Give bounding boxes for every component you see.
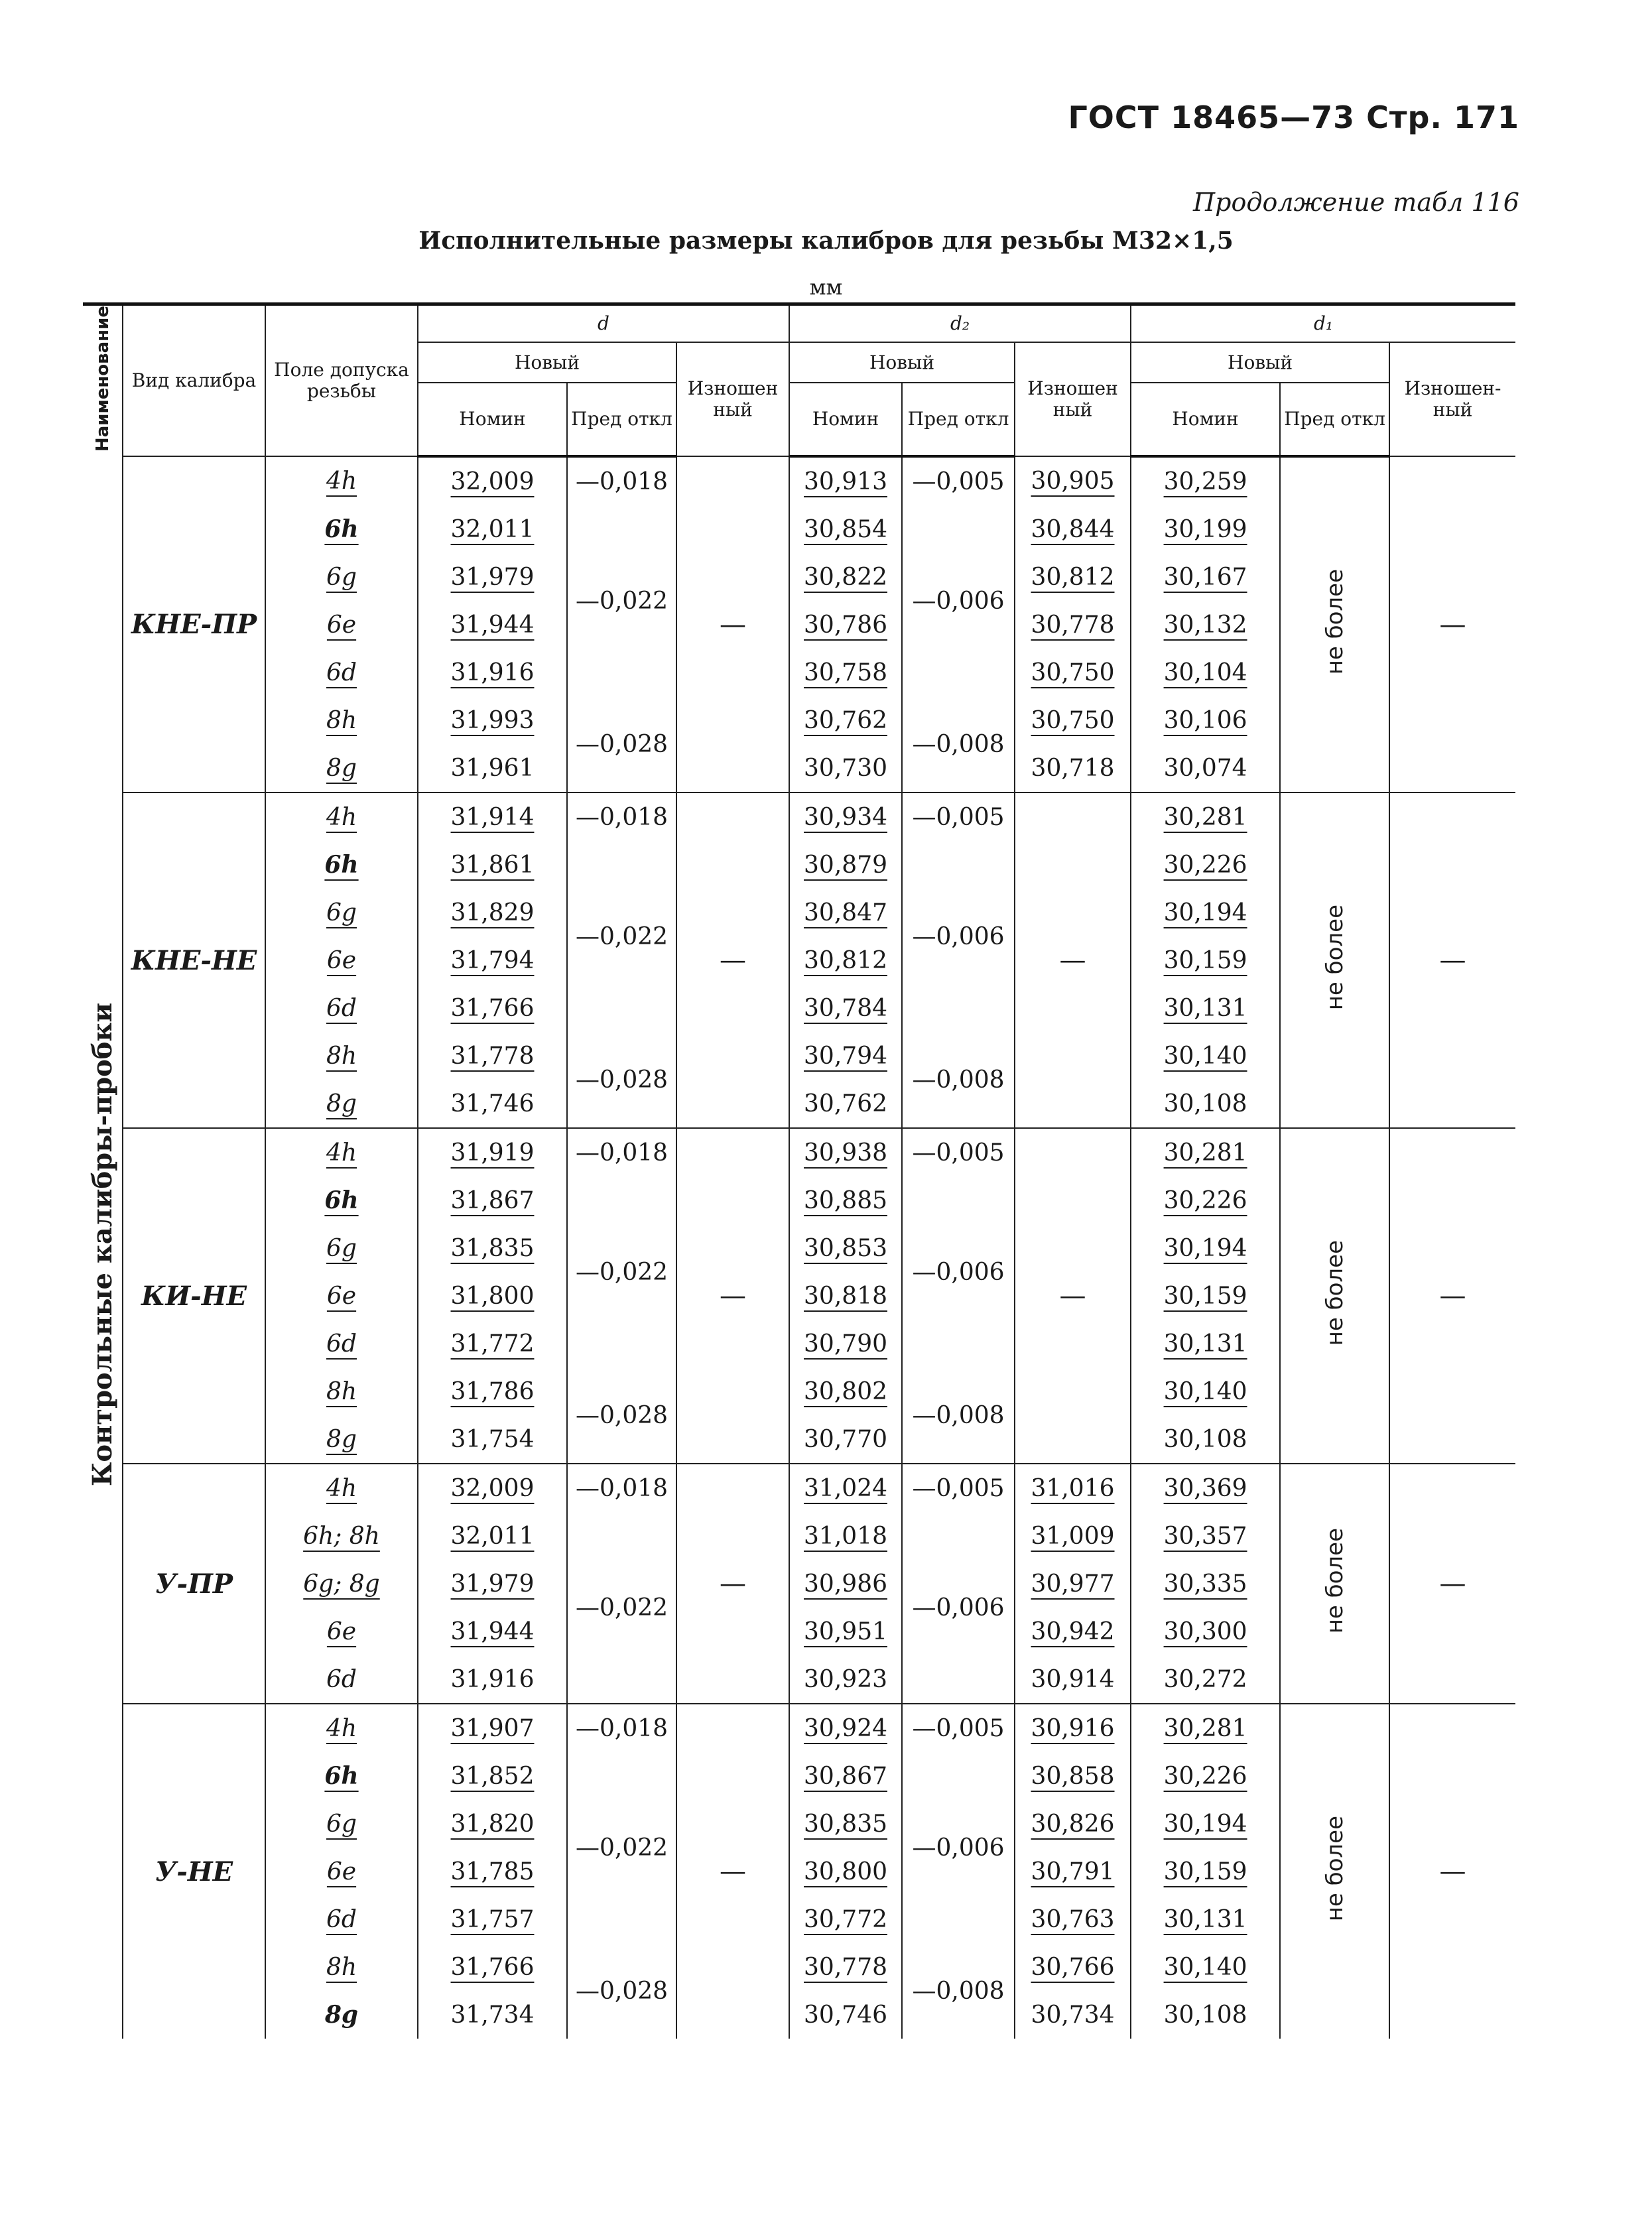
d-deviation: —0,018 bbox=[567, 456, 676, 505]
d-nominal: 32,009 bbox=[418, 1464, 567, 1512]
d1-nominal: 30,281 bbox=[1131, 1704, 1280, 1752]
d1-worn: — bbox=[1389, 793, 1515, 1128]
page-number: Стр. 171 bbox=[1366, 99, 1519, 135]
not-more-label: не более bbox=[1321, 568, 1348, 675]
tolerance-field: 8g bbox=[265, 1080, 418, 1128]
tolerance-field: 6d bbox=[265, 1655, 418, 1704]
gauge-kind: У-ПР bbox=[123, 1464, 265, 1704]
d2-worn: 30,942 bbox=[1015, 1608, 1131, 1655]
tolerance-field: 6d bbox=[265, 649, 418, 696]
d-nominal: 31,919 bbox=[418, 1128, 567, 1176]
d2-deviation: —0,008 bbox=[902, 1367, 1015, 1464]
d2-worn: — bbox=[1015, 793, 1131, 1128]
d-deviation: —0,028 bbox=[567, 1943, 676, 2039]
tolerance-field: 6d bbox=[265, 1320, 418, 1367]
d2-deviation: —0,005 bbox=[902, 1128, 1015, 1176]
tolerance-field: 8h bbox=[265, 1367, 418, 1415]
header-d2-nominal: Номин bbox=[789, 383, 902, 456]
d1-nominal: 30,131 bbox=[1131, 1320, 1280, 1367]
table-row bbox=[83, 1704, 1515, 1752]
tolerance-field: 8h bbox=[265, 1032, 418, 1080]
header-d1: d₁ bbox=[1131, 304, 1515, 343]
tolerance-field: 8g bbox=[265, 1991, 418, 2039]
d-nominal: 31,907 bbox=[418, 1704, 567, 1752]
d-nominal: 31,785 bbox=[418, 1848, 567, 1895]
side-label: Контрольные калибры-пробки bbox=[87, 1003, 118, 1487]
tolerance-field: 8h bbox=[265, 696, 418, 744]
header-d1-worn: Изношен- ный bbox=[1389, 342, 1515, 456]
tolerance-field: 6h bbox=[265, 1176, 418, 1224]
d2-deviation: —0,006 bbox=[902, 841, 1015, 1032]
d-deviation: —0,018 bbox=[567, 1704, 676, 1752]
d2-worn: — bbox=[1015, 1128, 1131, 1464]
d2-nominal: 30,867 bbox=[789, 1752, 902, 1800]
d2-nominal: 30,758 bbox=[789, 649, 902, 696]
tolerance-field: 4h bbox=[265, 1128, 418, 1176]
tolerance-field: 6h; 8h bbox=[265, 1512, 418, 1560]
side-label-cell bbox=[83, 456, 123, 2039]
d1-nominal: 30,108 bbox=[1131, 1991, 1280, 2039]
gauge-kind: КНЕ-ПР bbox=[123, 456, 265, 793]
d-nominal: 31,786 bbox=[418, 1367, 567, 1415]
d1-nominal: 30,281 bbox=[1131, 1128, 1280, 1176]
d1-deviation-cell bbox=[1280, 456, 1389, 793]
d1-nominal: 30,104 bbox=[1131, 649, 1280, 696]
d-nominal: 31,766 bbox=[418, 984, 567, 1032]
d2-worn: 30,844 bbox=[1015, 505, 1131, 553]
d2-nominal: 30,784 bbox=[789, 984, 902, 1032]
d-deviation: —0,028 bbox=[567, 1032, 676, 1128]
d2-nominal: 30,986 bbox=[789, 1560, 902, 1608]
d2-nominal: 30,924 bbox=[789, 1704, 902, 1752]
tolerance-field: 6g bbox=[265, 889, 418, 936]
tolerance-field: 6e bbox=[265, 936, 418, 984]
d-nominal: 31,829 bbox=[418, 889, 567, 936]
d-nominal: 31,861 bbox=[418, 841, 567, 889]
tolerance-field: 6g bbox=[265, 1800, 418, 1848]
d-nominal: 31,778 bbox=[418, 1032, 567, 1080]
d2-nominal: 30,951 bbox=[789, 1608, 902, 1655]
header-d2-worn: Изношен ный bbox=[1015, 342, 1131, 456]
d2-worn: 30,858 bbox=[1015, 1752, 1131, 1800]
d2-worn: 30,763 bbox=[1015, 1895, 1131, 1943]
d1-nominal: 30,159 bbox=[1131, 1272, 1280, 1320]
d2-nominal: 31,024 bbox=[789, 1464, 902, 1512]
d2-worn: 30,812 bbox=[1015, 553, 1131, 601]
d2-nominal: 30,800 bbox=[789, 1848, 902, 1895]
d-nominal: 31,835 bbox=[418, 1224, 567, 1272]
d1-nominal: 30,108 bbox=[1131, 1080, 1280, 1128]
gauge-kind: КИ-НЕ bbox=[123, 1128, 265, 1464]
d2-nominal: 30,802 bbox=[789, 1367, 902, 1415]
d-nominal: 31,993 bbox=[418, 696, 567, 744]
d-nominal: 32,011 bbox=[418, 1512, 567, 1560]
d2-nominal: 30,772 bbox=[789, 1895, 902, 1943]
table-header bbox=[83, 304, 1515, 457]
d2-nominal: 30,853 bbox=[789, 1224, 902, 1272]
d-nominal: 31,961 bbox=[418, 744, 567, 793]
tolerance-field: 8g bbox=[265, 1415, 418, 1464]
d2-worn: 30,905 bbox=[1015, 456, 1131, 505]
d-nominal: 31,867 bbox=[418, 1176, 567, 1224]
d2-deviation: —0,005 bbox=[902, 793, 1015, 841]
d-deviation: —0,022 bbox=[567, 1752, 676, 1943]
tolerance-field: 4h bbox=[265, 1464, 418, 1512]
d-nominal: 31,794 bbox=[418, 936, 567, 984]
d2-deviation: —0,005 bbox=[902, 1464, 1015, 1512]
d1-nominal: 30,132 bbox=[1131, 601, 1280, 649]
d1-nominal: 30,140 bbox=[1131, 1367, 1280, 1415]
tolerance-field: 6e bbox=[265, 601, 418, 649]
gauge-kind: КНЕ-НЕ bbox=[123, 793, 265, 1128]
d1-nominal: 30,159 bbox=[1131, 936, 1280, 984]
d1-nominal: 30,300 bbox=[1131, 1608, 1280, 1655]
d2-nominal: 30,762 bbox=[789, 696, 902, 744]
d-deviation: —0,022 bbox=[567, 841, 676, 1032]
not-more-label: не более bbox=[1321, 904, 1348, 1011]
not-more-label: не более bbox=[1321, 1527, 1348, 1634]
d2-nominal: 30,730 bbox=[789, 744, 902, 793]
unit-label: мм bbox=[809, 275, 843, 300]
tolerance-field: 6e bbox=[265, 1272, 418, 1320]
d2-worn: 30,916 bbox=[1015, 1704, 1131, 1752]
tolerance-field: 6g bbox=[265, 553, 418, 601]
header-d-worn: Изношен ный bbox=[676, 342, 789, 456]
tolerance-field: 4h bbox=[265, 793, 418, 841]
header-name: Наименование bbox=[83, 304, 123, 457]
d2-deviation: —0,008 bbox=[902, 696, 1015, 793]
header-d-deviation: Пред откл bbox=[567, 383, 676, 456]
page-header bbox=[1068, 99, 1520, 135]
d2-worn: 30,914 bbox=[1015, 1655, 1131, 1704]
d2-deviation: —0,006 bbox=[902, 1752, 1015, 1943]
d2-worn: 30,718 bbox=[1015, 744, 1131, 793]
d2-deviation: —0,006 bbox=[902, 505, 1015, 696]
d1-nominal: 30,074 bbox=[1131, 744, 1280, 793]
d-deviation: —0,028 bbox=[567, 696, 676, 793]
d2-nominal: 30,794 bbox=[789, 1032, 902, 1080]
d2-nominal: 30,934 bbox=[789, 793, 902, 841]
d1-nominal: 30,335 bbox=[1131, 1560, 1280, 1608]
d-worn: — bbox=[676, 1128, 789, 1464]
d-nominal: 31,772 bbox=[418, 1320, 567, 1367]
d1-nominal: 30,226 bbox=[1131, 1176, 1280, 1224]
d-nominal: 31,820 bbox=[418, 1800, 567, 1848]
d-worn: — bbox=[676, 1704, 789, 2039]
d1-nominal: 30,281 bbox=[1131, 793, 1280, 841]
d2-worn: 31,009 bbox=[1015, 1512, 1131, 1560]
d1-nominal: 30,226 bbox=[1131, 1752, 1280, 1800]
d-deviation: —0,018 bbox=[567, 793, 676, 841]
d2-worn: 30,778 bbox=[1015, 601, 1131, 649]
d2-nominal: 30,847 bbox=[789, 889, 902, 936]
d1-nominal: 30,226 bbox=[1131, 841, 1280, 889]
header-d2-deviation: Пред откл bbox=[902, 383, 1015, 456]
d1-nominal: 30,199 bbox=[1131, 505, 1280, 553]
header-tolerance-field: Поле допуска резьбы bbox=[265, 304, 418, 457]
table-row bbox=[83, 793, 1515, 841]
d2-deviation: —0,005 bbox=[902, 1704, 1015, 1752]
d1-nominal: 30,140 bbox=[1131, 1032, 1280, 1080]
d2-nominal: 30,778 bbox=[789, 1943, 902, 1991]
d2-nominal: 30,790 bbox=[789, 1320, 902, 1367]
d2-nominal: 30,822 bbox=[789, 553, 902, 601]
d1-deviation-cell bbox=[1280, 793, 1389, 1128]
table-row bbox=[83, 456, 1515, 505]
d1-worn: — bbox=[1389, 456, 1515, 793]
d-nominal: 31,746 bbox=[418, 1080, 567, 1128]
d2-worn: 30,734 bbox=[1015, 1991, 1131, 2039]
tolerance-field: 8h bbox=[265, 1943, 418, 1991]
d-deviation: —0,022 bbox=[567, 505, 676, 696]
table-title: Исполнительные размеры калибров для резьбы M32×1,5 bbox=[418, 227, 1234, 255]
tolerance-field: 8g bbox=[265, 744, 418, 793]
d1-nominal: 30,106 bbox=[1131, 696, 1280, 744]
d2-worn: 30,750 bbox=[1015, 649, 1131, 696]
header-d2: d₂ bbox=[789, 304, 1131, 343]
d1-deviation-cell bbox=[1280, 1464, 1389, 1704]
header-d-new: Новый bbox=[418, 342, 676, 383]
d-nominal: 31,766 bbox=[418, 1943, 567, 1991]
d2-nominal: 30,885 bbox=[789, 1176, 902, 1224]
header-d1-nominal: Номин bbox=[1131, 383, 1280, 456]
d2-deviation: —0,008 bbox=[902, 1032, 1015, 1128]
not-more-label: не более bbox=[1321, 1239, 1348, 1346]
tolerance-field: 4h bbox=[265, 1704, 418, 1752]
tolerance-field: 6h bbox=[265, 841, 418, 889]
header-d-nominal: Номин bbox=[418, 383, 567, 456]
d1-deviation-cell bbox=[1280, 1128, 1389, 1464]
d1-worn: — bbox=[1389, 1464, 1515, 1704]
d2-deviation: —0,006 bbox=[902, 1176, 1015, 1367]
d-nominal: 31,944 bbox=[418, 1608, 567, 1655]
d2-nominal: 30,913 bbox=[789, 456, 902, 505]
d-deviation: —0,018 bbox=[567, 1128, 676, 1176]
table-row bbox=[83, 1128, 1515, 1176]
d2-nominal: 30,923 bbox=[789, 1655, 902, 1704]
d-nominal: 31,916 bbox=[418, 649, 567, 696]
header-d: d bbox=[418, 304, 789, 343]
d-nominal: 31,852 bbox=[418, 1752, 567, 1800]
d-deviation: —0,022 bbox=[567, 1512, 676, 1704]
gauge-dimensions-table bbox=[83, 302, 1515, 2039]
d1-nominal: 30,159 bbox=[1131, 1848, 1280, 1895]
d-worn: — bbox=[676, 793, 789, 1128]
d-nominal: 31,754 bbox=[418, 1415, 567, 1464]
d2-deviation: —0,008 bbox=[902, 1943, 1015, 2039]
header-d1-deviation: Пред откл bbox=[1280, 383, 1389, 456]
d1-nominal: 30,259 bbox=[1131, 456, 1280, 505]
d1-nominal: 30,140 bbox=[1131, 1943, 1280, 1991]
d2-nominal: 30,938 bbox=[789, 1128, 902, 1176]
header-d1-new: Новый bbox=[1131, 342, 1389, 383]
tolerance-field: 4h bbox=[265, 456, 418, 505]
d2-nominal: 30,879 bbox=[789, 841, 902, 889]
d-nominal: 31,914 bbox=[418, 793, 567, 841]
d-nominal: 31,916 bbox=[418, 1655, 567, 1704]
d2-worn: 30,766 bbox=[1015, 1943, 1131, 1991]
d1-nominal: 30,194 bbox=[1131, 1800, 1280, 1848]
d-deviation: —0,018 bbox=[567, 1464, 676, 1512]
d1-nominal: 30,108 bbox=[1131, 1415, 1280, 1464]
d1-worn: — bbox=[1389, 1128, 1515, 1464]
table-row bbox=[83, 1464, 1515, 1512]
d2-nominal: 30,762 bbox=[789, 1080, 902, 1128]
standard-number: ГОСТ 18465—73 bbox=[1068, 99, 1356, 135]
tolerance-field: 6h bbox=[265, 1752, 418, 1800]
d1-nominal: 30,272 bbox=[1131, 1655, 1280, 1704]
d2-worn: 30,977 bbox=[1015, 1560, 1131, 1608]
d-nominal: 31,944 bbox=[418, 601, 567, 649]
d1-nominal: 30,194 bbox=[1131, 889, 1280, 936]
d2-nominal: 30,854 bbox=[789, 505, 902, 553]
d2-nominal: 30,812 bbox=[789, 936, 902, 984]
d2-worn: 30,750 bbox=[1015, 696, 1131, 744]
d-worn: — bbox=[676, 456, 789, 793]
gauge-kind: У-НЕ bbox=[123, 1704, 265, 2039]
d1-nominal: 30,369 bbox=[1131, 1464, 1280, 1512]
table-continuation-note: Продолжение табл 116 bbox=[1193, 188, 1519, 217]
d-worn: — bbox=[676, 1464, 789, 1704]
d-nominal: 31,757 bbox=[418, 1895, 567, 1943]
d1-nominal: 30,167 bbox=[1131, 553, 1280, 601]
d2-worn: 30,826 bbox=[1015, 1800, 1131, 1848]
tolerance-field: 6e bbox=[265, 1608, 418, 1655]
d2-deviation: —0,005 bbox=[902, 456, 1015, 505]
tolerance-field: 6g bbox=[265, 1224, 418, 1272]
d-nominal: 31,979 bbox=[418, 553, 567, 601]
d-deviation: —0,022 bbox=[567, 1176, 676, 1367]
tolerance-field: 6d bbox=[265, 1895, 418, 1943]
tolerance-field: 6e bbox=[265, 1848, 418, 1895]
d1-worn: — bbox=[1389, 1704, 1515, 2039]
d-deviation: —0,028 bbox=[567, 1367, 676, 1464]
d-nominal: 31,800 bbox=[418, 1272, 567, 1320]
d1-nominal: 30,131 bbox=[1131, 984, 1280, 1032]
d1-deviation-cell bbox=[1280, 1704, 1389, 2039]
tolerance-field: 6h bbox=[265, 505, 418, 553]
d2-deviation: —0,006 bbox=[902, 1512, 1015, 1704]
d1-nominal: 30,131 bbox=[1131, 1895, 1280, 1943]
table-body bbox=[83, 456, 1515, 2039]
d-nominal: 31,734 bbox=[418, 1991, 567, 2039]
d2-nominal: 30,835 bbox=[789, 1800, 902, 1848]
d2-worn: 31,016 bbox=[1015, 1464, 1131, 1512]
d1-nominal: 30,194 bbox=[1131, 1224, 1280, 1272]
d-nominal: 32,009 bbox=[418, 456, 567, 505]
d2-nominal: 30,746 bbox=[789, 1991, 902, 2039]
d2-nominal: 30,786 bbox=[789, 601, 902, 649]
tolerance-field: 6g; 8g bbox=[265, 1560, 418, 1608]
header-d2-new: Новый bbox=[789, 342, 1015, 383]
tolerance-field: 6d bbox=[265, 984, 418, 1032]
d-nominal: 32,011 bbox=[418, 505, 567, 553]
header-kind: Вид калибра bbox=[123, 304, 265, 457]
d2-nominal: 30,818 bbox=[789, 1272, 902, 1320]
d2-nominal: 31,018 bbox=[789, 1512, 902, 1560]
d2-worn: 30,791 bbox=[1015, 1848, 1131, 1895]
not-more-label: не более bbox=[1321, 1815, 1348, 1922]
d2-nominal: 30,770 bbox=[789, 1415, 902, 1464]
d-nominal: 31,979 bbox=[418, 1560, 567, 1608]
d1-nominal: 30,357 bbox=[1131, 1512, 1280, 1560]
